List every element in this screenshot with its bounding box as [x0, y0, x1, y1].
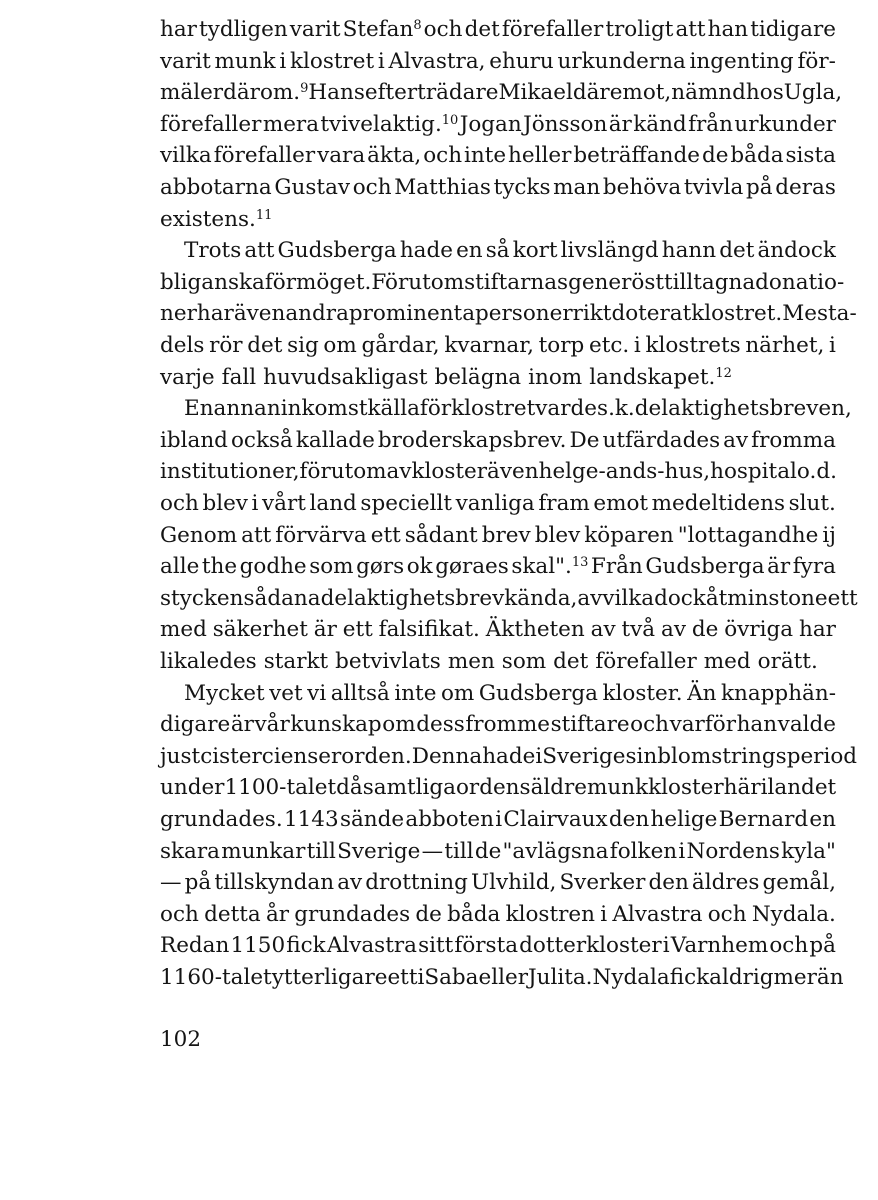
text-line: alle the godhe som gørs ok gøraes skal".$^{13}$ Från Gudsberga är fyra — [160, 554, 836, 580]
footnote-ref: 9 — [300, 81, 309, 97]
text-line: Redan 1150 fick Alvastra sitt första dotterkloster i Varnhem och på — [160, 933, 836, 959]
text-line: abbotarna Gustav och Matthias tycks man behöva tvivla på deras — [160, 175, 836, 200]
text-line: just cistercienserorden. Denna hade i Sverige sin blomstringsperiod — [160, 743, 858, 769]
text-line: existens.$^{11}$ — [160, 206, 273, 232]
text-line: har tydligen varit Stefan$^8$ och det förefaller troligt att han tidigare — [160, 17, 836, 42]
text-line: och detta år grundades de båda klostren i Alvastra och Nydala. — [160, 901, 836, 927]
text-line: med säkerhet är ett falsifikat. Äktheten av två av de övriga har — [160, 617, 836, 643]
footnote-ref: 13 — [571, 555, 589, 571]
text-line: — på tillskyndan av drottning Ulvhild, Sverker den äldres gemål, — [160, 870, 836, 896]
text-line: likaledes starkt betvivlats men som det förefaller med orätt. — [160, 649, 818, 674]
text-line: institutioner, förutom av kloster även helge-ands-hus, hospital o. d. — [160, 459, 837, 485]
text-line: vilka förefaller vara äkta, och inte heller beträffande de båda sista — [160, 143, 836, 169]
text-line: ner har även andra prominenta personer rikt doterat klostret. Mesta- — [160, 301, 857, 327]
text-line: ibland också kallade broderskapsbrev. De utfärdades av fromma — [160, 427, 836, 453]
footnote-ref: 10 — [441, 112, 459, 128]
text-line: varje fall huvudsakligast belägna inom landskapet.$^{12}$ — [160, 364, 732, 390]
text-line: förefaller mera tvivelaktig.$^{10}$ Jogan Jönsson är känd från urkunder — [160, 111, 836, 137]
text-line: stycken sådana delaktighetsbrev kända, av vilka dock åtminstone ett — [160, 585, 858, 611]
text-line: dels rör det sig om gårdar, kvarnar, torp etc. i klostrets närhet, i — [160, 333, 836, 358]
text-line: 1160-talet ytterligare ett i Saba eller Julita. Nydala fick aldrig mer än — [160, 965, 844, 990]
footnote-ref: 8 — [413, 18, 422, 33]
text-line: bli ganska förmöget. Förutom stiftarnas generöst tilltagna donatio- — [160, 269, 845, 295]
text-line: Genom att förvärva ett sådant brev blev köparen "lottagandhe ij — [160, 522, 836, 548]
footnote-ref: 12 — [715, 365, 732, 381]
text-line: grundades. 1143 sände abboten i Clairvaux den helige Bernard en — [160, 807, 836, 832]
text-line: Mycket vet vi alltså inte om Gudsberga kloster. Än knapphän- — [184, 680, 836, 706]
page-number: 102 — [160, 1027, 202, 1052]
text-line: mäler därom.$^9$ Hans efterträdare Mikael däremot, nämnd hos Ugla, — [160, 80, 843, 106]
text-line: skara munkar till Sverige — till de "avlägsna folken i Nordens kyla" — [160, 838, 836, 864]
text-line: digare är vår kunskap om dess fromme stiftare och varför han valde — [160, 712, 836, 738]
text-line: Trots att Gudsberga hade en så kort livslängd hann det ändock — [184, 238, 836, 264]
text-line: under 1100-talet då samtliga ordens äldre munkkloster här i landet — [160, 775, 837, 801]
text-line: En annan inkomstkälla för klostret var de s. k. delaktighetsbreven, — [184, 396, 852, 422]
text-line: och blev i vårt land speciellt vanliga fram emot medeltidens slut. — [160, 491, 836, 516]
text-line: varit munk i klostret i Alvastra, ehuru urkunderna ingenting för- — [160, 48, 836, 74]
footnote-ref: 11 — [255, 207, 273, 223]
